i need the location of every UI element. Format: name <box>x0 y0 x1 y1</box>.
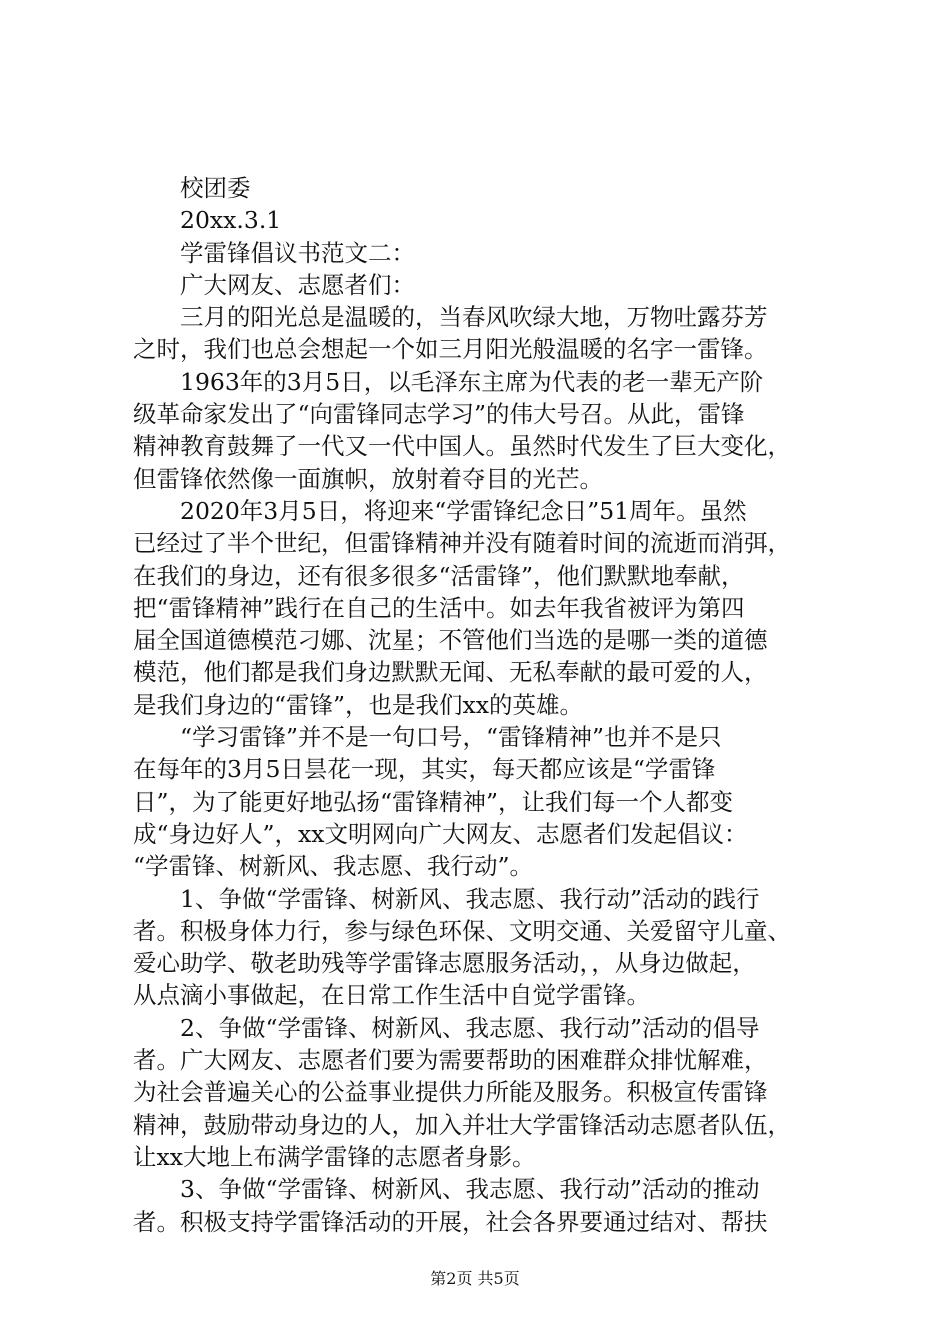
text-line: 已经过了半个世纪，但雷锋精神并没有随着时间的流逝而消弭， <box>133 529 791 558</box>
text-line: 在我们的身边，还有很多很多“活雷锋”，他们默默地奉献， <box>133 561 745 590</box>
text-line: 2、争做“学雷锋、树新风、我志愿、我行动”活动的倡导 <box>180 1013 760 1042</box>
text-line: 者。积极支持学雷锋活动的开展，社会各界要通过结对、帮扶 <box>133 1207 768 1236</box>
text-line: 者。广大网友、志愿者们要为需要帮助的困难群众排忧解难， <box>133 1046 768 1075</box>
text-line: 届全国道德模范刁娜、沈星；不管他们当选的是哪一类的道德 <box>133 626 768 655</box>
text-line: “学习雷锋”并不是一句口号，“雷锋精神”也并不是只 <box>180 723 722 752</box>
signature-date: 20xx.3.1 <box>180 206 282 235</box>
text-line: 精神，鼓励带动身边的人，加入并壮大学雷锋活动志愿者队伍， <box>133 1110 791 1139</box>
text-line: 之时，我们也总会想起一个如三月阳光般温暖的名字一雷锋。 <box>133 335 768 364</box>
text-line: 三月的阳光总是温暖的，当春风吹绿大地，万物吐露芬芳 <box>180 303 768 332</box>
text-line: 模范，他们都是我们身边默默无闻、无私奉献的最可爱的人， <box>133 658 768 687</box>
text-line: 是我们身边的“雷锋”，也是我们xx的英雄。 <box>133 690 584 719</box>
text-line: 1、争做“学雷锋、树新风、我志愿、我行动”活动的践行 <box>180 884 760 913</box>
text-line: “学雷锋、树新风、我志愿、我行动”。 <box>133 852 534 881</box>
page-footer: 第2页 共5页 <box>430 1269 520 1288</box>
text-line: 让xx大地上布满学雷锋的志愿者身影。 <box>133 1142 536 1171</box>
text-line: 但雷锋依然像一面旗帜，放射着夺目的光芒。 <box>133 464 603 493</box>
text-line: 精神教育鼓舞了一代又一代中国人。虽然时代发生了巨大变化， <box>133 432 791 461</box>
text-line: 为社会普遍关心的公益事业提供力所能及服务。积极宣传雷锋 <box>133 1078 768 1107</box>
text-line: 日”，为了能更好地弘扬“雷锋精神”，让我们每一个人都变 <box>133 787 734 816</box>
text-line: 级革命家发出了“向雷锋同志学习”的伟大号召。从此，雷锋 <box>133 400 745 429</box>
signature-org: 校团委 <box>180 174 251 202</box>
text-line: 成“身边好人”，xx文明网向广大网友、志愿者们发起倡议： <box>133 819 748 848</box>
text-line: 者。积极身体力行，参与绿色环保、文明交通、关爱留守儿童、 <box>133 916 791 945</box>
text-line: 1963年的3月5日，以毛泽东主席为代表的老一辈无产阶 <box>180 367 764 396</box>
document-body <box>133 172 833 1238</box>
text-line: 把“雷锋精神”践行在自己的生活中。如去年我省被评为第四 <box>133 593 745 622</box>
text-line: 2020年3月5日，将迎来“学雷锋纪念日”51周年。虽然 <box>180 496 747 525</box>
text-line: 从点滴小事做起，在日常工作生活中自觉学雷锋。 <box>133 981 650 1010</box>
salutation: 广大网友、志愿者们： <box>180 270 415 299</box>
text-line: 在每年的3月5日昙花一现，其实，每天都应该是“学雷锋 <box>133 755 716 784</box>
text-line: 爱心助学、敬老助残等学雷锋志愿服务活动，，从身边做起， <box>133 949 756 978</box>
text-line: 3、争做“学雷锋、树新风、我志愿、我行动”活动的推动 <box>180 1175 760 1204</box>
section-title: 学雷锋倡议书范文二： <box>180 238 415 267</box>
